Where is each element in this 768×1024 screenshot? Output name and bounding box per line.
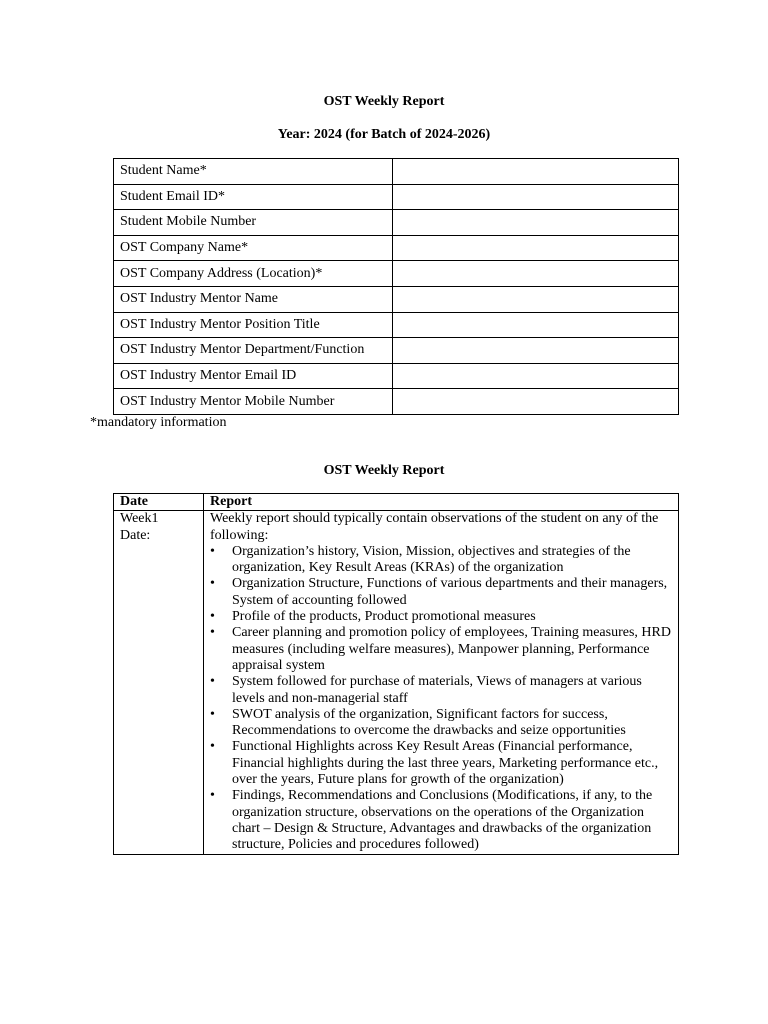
list-item: • System followed for purchase of materials, Views of managers at various levels and non-managerial staff [210, 674, 674, 707]
field-label: Student Email ID* [114, 184, 393, 210]
week-cell [114, 511, 204, 854]
report-cell [204, 511, 679, 854]
report-guidelines-list [210, 544, 674, 854]
year-subtitle: Year: 2024 (for Batch of 2024-2026) [277, 127, 491, 142]
table-row [114, 261, 679, 287]
field-label: OST Industry Mentor Email ID [114, 363, 393, 389]
list-item: • Functional Highlights across Key Result Areas (Financial performance, Financial highlights during the last three years, Marketing performance etc., over the years, Future plans for growth of the organization) [210, 739, 674, 788]
field-label: OST Company Address (Location)* [114, 261, 393, 287]
student-info-table [113, 158, 679, 415]
date-label: Date: [120, 527, 151, 543]
field-value[interactable] [393, 159, 679, 185]
list-item: • Findings, Recommendations and Conclusions (Modifications, if any, to the organization structure, observations on the operations of the Organization chart – Design & Structure, Advantages and drawbacks of the organization structure, Policies and procedures followed) [210, 788, 674, 853]
field-value[interactable] [393, 312, 679, 338]
report-column-header: Report [204, 494, 679, 511]
field-label: OST Company Name* [114, 235, 393, 261]
table-row [114, 511, 679, 854]
field-value[interactable] [393, 286, 679, 312]
weekly-section-title: OST Weekly Report [323, 463, 445, 478]
week-label: Week1 [120, 511, 159, 527]
field-label: OST Industry Mentor Mobile Number [114, 389, 393, 415]
table-row [114, 210, 679, 236]
list-item: • Career planning and promotion policy of employees, Training measures, HRD measures (including welfare measures), Manpower planning, Performance appraisal system [210, 625, 674, 674]
page-title: OST Weekly Report [323, 94, 445, 109]
field-value[interactable] [393, 389, 679, 415]
field-value[interactable] [393, 363, 679, 389]
list-item: • Organization’s history, Vision, Mission, objectives and strategies of the organization, Key Result Areas (KRAs) of the organization [210, 544, 674, 577]
table-header-row [114, 494, 679, 511]
table-row [114, 286, 679, 312]
table-row [114, 338, 679, 364]
field-label: OST Industry Mentor Department/Function [114, 338, 393, 364]
list-item: • SWOT analysis of the organization, Significant factors for success, Recommendations to overcome the drawbacks and seize opportunities [210, 707, 674, 740]
field-label: OST Industry Mentor Name [114, 286, 393, 312]
date-column-header: Date [114, 494, 204, 511]
table-row [114, 184, 679, 210]
field-label: OST Industry Mentor Position Title [114, 312, 393, 338]
table-row [114, 159, 679, 185]
field-value[interactable] [393, 261, 679, 287]
report-intro: Weekly report should typically contain observations of the student on any of the following: [210, 511, 659, 543]
mandatory-note: *mandatory information [90, 415, 227, 430]
table-row [114, 389, 679, 415]
list-item: • Organization Structure, Functions of various departments and their managers, System of accounting followed [210, 576, 674, 609]
field-value[interactable] [393, 338, 679, 364]
weekly-report-table [113, 493, 679, 855]
field-value[interactable] [393, 210, 679, 236]
field-label: Student Name* [114, 159, 393, 185]
field-value[interactable] [393, 235, 679, 261]
field-label: Student Mobile Number [114, 210, 393, 236]
list-item: • Profile of the products, Product promotional measures [210, 609, 674, 625]
table-row [114, 235, 679, 261]
table-row [114, 312, 679, 338]
field-value[interactable] [393, 184, 679, 210]
table-row [114, 363, 679, 389]
